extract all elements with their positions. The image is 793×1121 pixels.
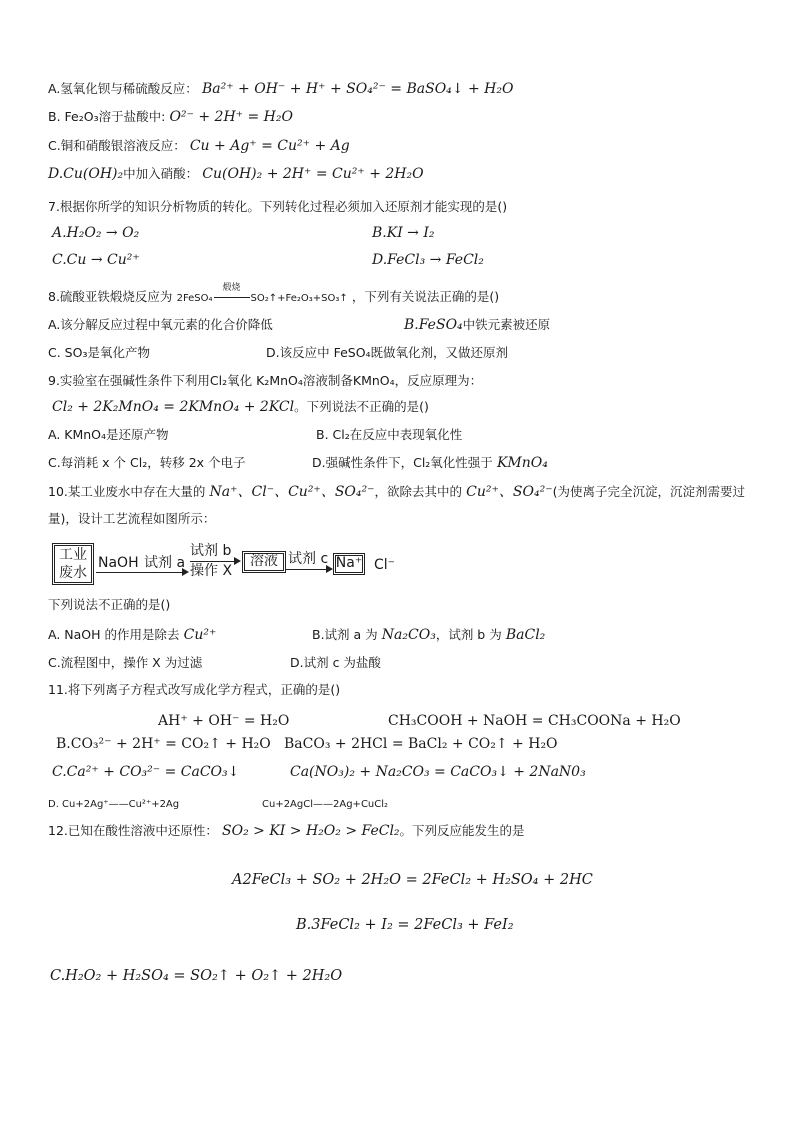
q6-option-b	[48, 108, 293, 127]
q6-option-b-equation: O²⁻ + 2H⁺ = H₂O	[169, 109, 293, 125]
flow-reagent-naoh: NaOH	[98, 555, 139, 571]
q7-option-d: D.FeCl₃ → FeCl₂	[372, 252, 484, 268]
flow-reagent-c: 试剂 c	[288, 551, 329, 567]
q6-option-b-text: B. Fe₂O₃溶于盐酸中:	[48, 109, 166, 124]
q8-option-b	[404, 316, 550, 335]
q11-option-d-ionic: D. Cu+2Ag⁺——Cu²⁺+2Ag	[48, 799, 180, 810]
q12-stem-pre: 12.已知在酸性溶液中还原性：	[48, 823, 218, 838]
flow-end-box: Na⁺	[333, 553, 365, 575]
q12-option-a: A2FeCl₃ + SO₂ + 2H₂O = 2FeCl₂ + H₂SO₄ + 2HC	[232, 872, 593, 888]
flow-start-label-1: 工业	[59, 547, 87, 563]
q11-option-a-ionic: AH⁺ + OH⁻ = H₂O	[158, 713, 290, 729]
flow-start-box	[52, 543, 94, 585]
flow-arrow-1-head	[182, 568, 189, 576]
q10-stem-pre: 10.某工业废水中存在大量的	[48, 484, 206, 499]
q10-option-b-equation-2: BaCl₂	[505, 627, 546, 643]
q6-option-c	[48, 137, 350, 156]
q8-option-b-formula: B.FeSO₄	[404, 317, 463, 333]
q7-option-c: C.Cu → Cu²⁺	[52, 252, 140, 268]
q10-option-a-equation: Cu²⁺	[183, 627, 217, 643]
flow-solution-box: 溶液	[242, 551, 286, 573]
q8-stem	[48, 283, 500, 308]
q7-option-b: B.KI → I₂	[372, 225, 435, 241]
q8-option-c: C. SO₃是氧化产物	[48, 345, 150, 360]
q6-option-a	[48, 80, 513, 99]
q9-option-b: B. Cl₂在反应中表现氧化性	[316, 427, 463, 442]
q8-stem-pre: 8.硫酸亚铁煅烧反应为	[48, 289, 173, 304]
q11-option-a-chemical: CH₃COOH + NaOH = CH₃COONa + H₂O	[388, 713, 681, 729]
q7-option-a: A.H₂O₂ → O₂	[52, 225, 140, 241]
flow-start-label-2: 废水	[59, 565, 87, 581]
q9-stem: 9.实验室在强碱性条件下利用Cl₂氧化 K₂MnO₄溶液制备KMnO₄，反应原理为：	[48, 373, 483, 388]
q6-option-a-text: A.氢氧化钡与稀硫酸反应：	[48, 81, 198, 96]
q8-equation-right: SO₂↑+Fe₂O₃+SO₃↑	[250, 293, 348, 304]
q10-option-a-text: A. NaOH 的作用是除去	[48, 627, 180, 642]
q12-stem	[48, 822, 525, 841]
q11-option-c-chemical: Ca(NO₃)₂ + Na₂CO₃ = CaCO₃↓ + 2NaN0₃	[290, 764, 586, 780]
q11-option-d-chemical: Cu+2AgCl——2Ag+CuCl₂	[262, 799, 389, 810]
q10-option-b-text: B.试剂 a 为	[312, 627, 378, 642]
q10-option-b-equation-1: Na₂CO₃	[381, 627, 436, 643]
flow-arrow-2	[190, 561, 234, 562]
q9-equation: Cl₂ + 2K₂MnO₄ = 2KMnO₄ + 2KCl	[52, 399, 295, 415]
q10-process-flowchart	[52, 539, 412, 587]
q10-option-b-mid: ，试剂 b 为	[435, 627, 502, 642]
q11-option-b-chemical: BaCO₃ + 2HCl = BaCl₂ + CO₂↑ + H₂O	[284, 736, 558, 752]
q8-equation-condition: 煅烧	[213, 289, 251, 307]
flow-arrow-3-head	[326, 565, 333, 573]
q6-option-c-text: C.铜和硝酸银溶液反应：	[48, 138, 186, 153]
q8-equation-left: 2FeSO₄	[176, 293, 213, 304]
q12-stem-equation: SO₂ > KI > H₂O₂ > FeCl₂	[222, 823, 400, 839]
q6-option-d	[48, 165, 424, 184]
q6-option-a-equation: Ba²⁺ + OH⁻ + H⁺ + SO₄²⁻ = BaSO₄↓ + H₂O	[201, 81, 514, 97]
q11-option-b-ionic: B.CO₃²⁻ + 2H⁺ = CO₂↑ + H₂O	[56, 736, 271, 752]
q10-stem-line2: 量)，设计工艺流程如图所示：	[48, 511, 216, 526]
q9-equation-line	[52, 398, 429, 417]
flow-reagent-b: 试剂 b	[190, 543, 232, 559]
q12-stem-post: 。下列反应能发生的是	[399, 823, 525, 838]
q10-stem-ions-2: Cu²⁺、SO₄²⁻	[466, 484, 553, 500]
q9-option-d-equation: KMnO₄	[496, 455, 548, 471]
q10-stem-mid: ，欲除去其中的	[374, 484, 463, 499]
q6-option-c-equation: Cu + Ag⁺ = Cu²⁺ + Ag	[189, 138, 350, 154]
q12-option-c: C.H₂O₂ + H₂SO₄ = SO₂↑ + O₂↑ + 2H₂O	[50, 968, 343, 984]
q10-option-a	[48, 626, 216, 645]
q10-option-c: C.流程图中，操作 X 为过滤	[48, 655, 203, 670]
flow-end-chloride: Cl⁻	[374, 557, 396, 573]
flow-operation-x: 操作 X	[190, 563, 233, 579]
q10-option-d: D.试剂 c 为盐酸	[290, 655, 381, 670]
q12-option-b: B.3FeCl₂ + I₂ = 2FeCl₃ + FeI₂	[296, 917, 514, 933]
q10-option-b	[312, 626, 545, 645]
q6-option-d-text: 中加入硝酸：	[123, 166, 199, 181]
q10-stem-line1	[48, 483, 745, 502]
q8-option-d: D.该反应中 FeSO₄既做氧化剂，又做还原剂	[266, 345, 509, 360]
flow-arrow-3	[286, 569, 326, 570]
q8-option-b-text: 中铁元素被还原	[462, 317, 551, 332]
q11-stem: 11.将下列离子方程式改写成化学方程式，正确的是()	[48, 682, 341, 697]
q10-stem-ions: Na⁺、Cl⁻、Cu²⁺、SO₄²⁻	[209, 484, 375, 500]
q9-option-d-text: D.强碱性条件下，Cl₂氧化性强于	[312, 455, 493, 470]
q9-option-d	[312, 454, 548, 473]
q7-stem: 7.根据你所学的知识分析物质的转化。下列转化过程必须加入还原剂才能实现的是()	[48, 199, 508, 214]
q6-option-d-formula: D.Cu(OH)₂	[48, 166, 124, 182]
q10-question: 下列说法不正确的是()	[48, 597, 171, 612]
q6-option-d-equation: Cu(OH)₂ + 2H⁺ = Cu²⁺ + 2H₂O	[202, 166, 424, 182]
q10-stem-post: (为使离子完全沉淀，沉淀剂需要过	[552, 484, 745, 499]
q9-option-c: C.每消耗 x 个 Cl₂，转移 2x 个电子	[48, 455, 246, 470]
q9-option-a: A. KMnO₄是还原产物	[48, 427, 169, 442]
q8-option-a: A.该分解反应过程中氧元素的化合价降低	[48, 317, 273, 332]
flow-reagent-a: 试剂 a	[144, 555, 186, 571]
q11-option-c-ionic: C.Ca²⁺ + CO₃²⁻ = CaCO₃↓	[52, 764, 240, 780]
flow-arrow-1	[96, 572, 182, 573]
flow-arrow-2-head	[234, 557, 241, 565]
q8-stem-post: ，下列有关说法正确的是()	[351, 289, 500, 304]
q9-equation-post: 。下列说法不正确的是()	[294, 399, 429, 414]
